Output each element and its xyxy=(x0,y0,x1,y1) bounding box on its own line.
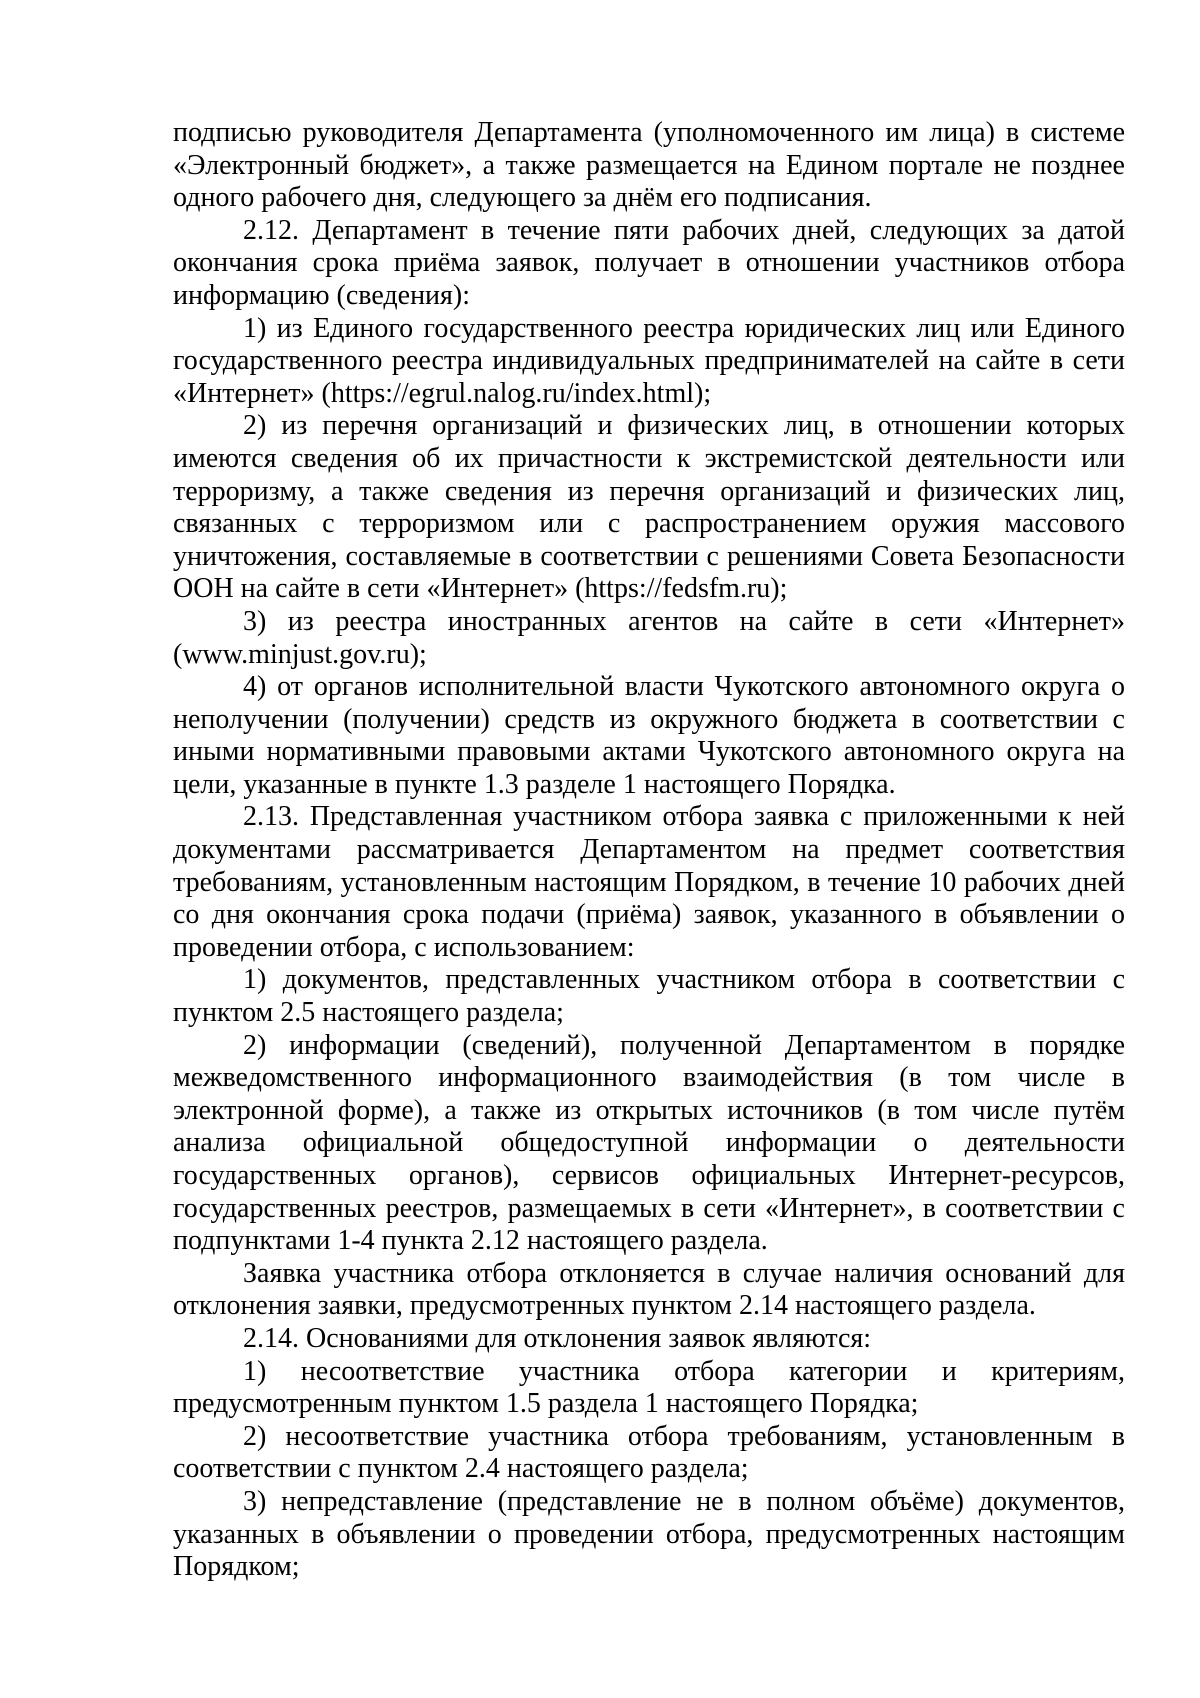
paragraph-2-12: 2.12. Департамент в течение пяти рабочих дней, следующих за датой окончания срока приёма заявок, получает в отношении участников отбора информацию (сведения): xyxy=(173,214,1125,311)
paragraph-continuation: подписью руководителя Департамента (уполномоченного им лица) в системе «Электронный бюджет», а также размещается на Едином портале не позднее одного рабочего дня, следующего за днём его подписания. xyxy=(173,117,1125,214)
paragraph-2-13-item-1: 1) документов, представленных участником отбора в соответствии с пунктом 2.5 настоящего раздела; xyxy=(173,964,1125,1029)
paragraph-2-14: 2.14. Основаниями для отклонения заявок являются: xyxy=(243,1322,872,1354)
paragraph-2-14-item-1: 1) несоответствие участника отбора категории и критериям, предусмотренным пунктом 1.5 раздела 1 настоящего Порядка; xyxy=(173,1355,1125,1420)
paragraph-2-12-item-4: 4) от органов исполнительной власти Чукотского автономного округа о неполучении (получении) средств из окружного бюджета в соответствии с иными нормативными правовыми актами Чукотского автономного округа на цели, указанные в пункте 1.3 разделе 1 настоящего Порядка. xyxy=(173,671,1125,800)
document-body xyxy=(173,117,1125,1584)
paragraph-2-14-item-2: 2) несоответствие участника отбора требованиям, установленным в соответствии с пунктом 2.4 настоящего раздела; xyxy=(173,1420,1125,1485)
paragraph-2-12-item-1: 1) из Единого государственного реестра юридических лиц или Единого государственного реестра индивидуальных предпринимателей на сайте в сети «Интернет» (https://egrul.nalog.ru/index.html); xyxy=(173,312,1125,409)
paragraph-rejection-note: Заявка участника отбора отклоняется в случае наличия оснований для отклонения заявки, предусмотренных пунктом 2.14 настоящего раздела. xyxy=(173,1257,1125,1322)
paragraph-2-13-item-2: 2) информации (сведений), полученной Департаментом в порядке межведомственного информационного взаимодействия (в том числе в электронной форме), а также из открытых источников (в том числе путём анализа официальной общедоступной информации о деятельности государственных органов), сервисов официальных Интернет-ресурсов, государственных реестров, размещаемых в сети «Интернет», в соответствии с подпунктами 1-4 пункта 2.12 настоящего раздела. xyxy=(173,1029,1125,1257)
paragraph-2-12-item-2: 2) из перечня организаций и физических лиц, в отношении которых имеются сведения об их причастности к экстремистской деятельности или терроризму, а также сведения из перечня организаций и физических лиц, связанных с терроризмом или с распространением оружия массового уничтожения, составляемые в соответствии с решениями Совета Безопасности ООН на сайте в сети «Интернет» (https://fedsfm.ru); xyxy=(173,410,1125,605)
paragraph-2-14-item-3: 3) непредставление (представление не в полном объёме) документов, указанных в объявлении о проведении отбора, предусмотренных настоящим Порядком; xyxy=(173,1485,1125,1583)
paragraph-2-12-item-3: 3) из реестра иностранных агентов на сайте в сети «Интернет» (www.minjust.gov.ru); xyxy=(173,605,1125,670)
paragraph-2-13: 2.13. Представленная участником отбора заявка с приложенными к ней документами рассматривается Департаментом на предмет соответствия требованиям, установленным настоящим Порядком, в течение 10 рабочих дней со дня окончания срока подачи (приёма) заявок, указанного в объявлении о проведении отбора, с использованием: xyxy=(173,801,1125,963)
